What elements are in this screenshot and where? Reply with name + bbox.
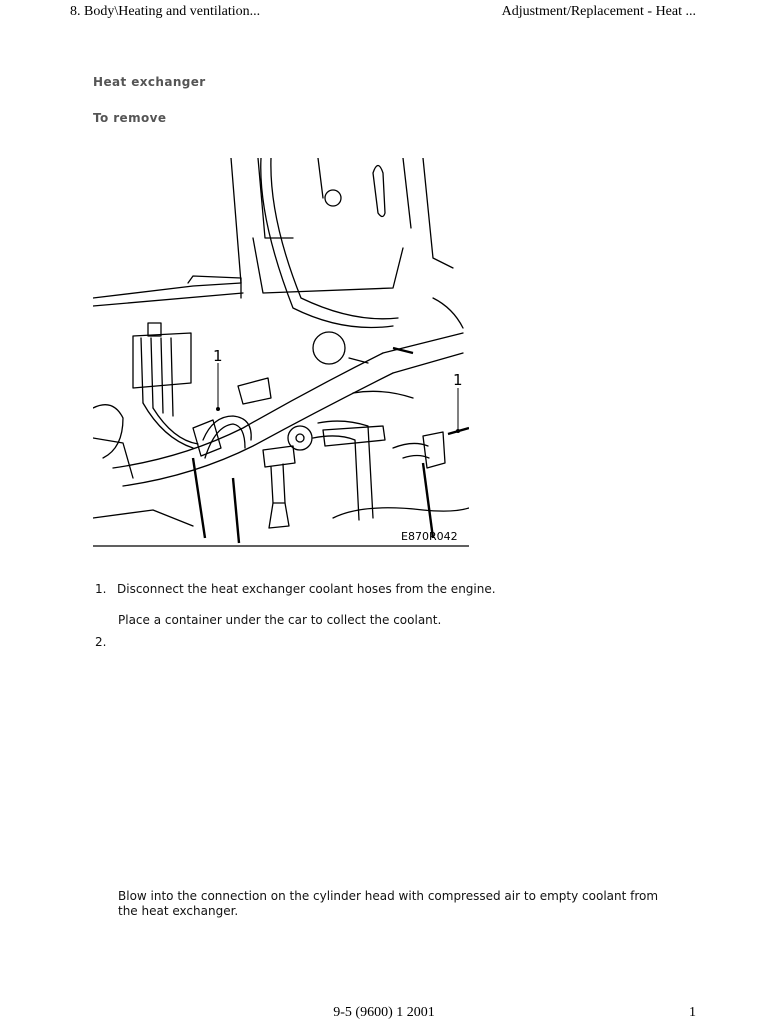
step-2 [95,635,117,649]
step-1 [95,582,496,596]
section-subtitle: To remove [93,111,167,125]
step-number: 2. [95,635,107,649]
engine-illustration [93,158,469,548]
step-text: Disconnect the heat exchanger coolant hoses from the engine. [117,582,496,596]
callout-1-left: 1 [213,347,223,365]
step-number: 1. [95,582,107,596]
page-number: 1 [689,1005,696,1020]
callout-1-right: 1 [453,371,463,389]
note-container: Place a container under the car to collect the coolant. [118,613,442,627]
header-breadcrumb: 8. Body\Heating and ventilation... [70,4,261,19]
note-blow: Blow into the connection on the cylinder head with compressed air to empty coolant from the heat exchanger. [118,889,659,918]
header-title: Adjustment/Replacement - Heat ... [501,4,696,19]
footer-model: 9-5 (9600) 1 2001 [333,1005,435,1020]
section-title: Heat exchanger [93,75,206,89]
figure-code: E870R042 [401,530,458,543]
